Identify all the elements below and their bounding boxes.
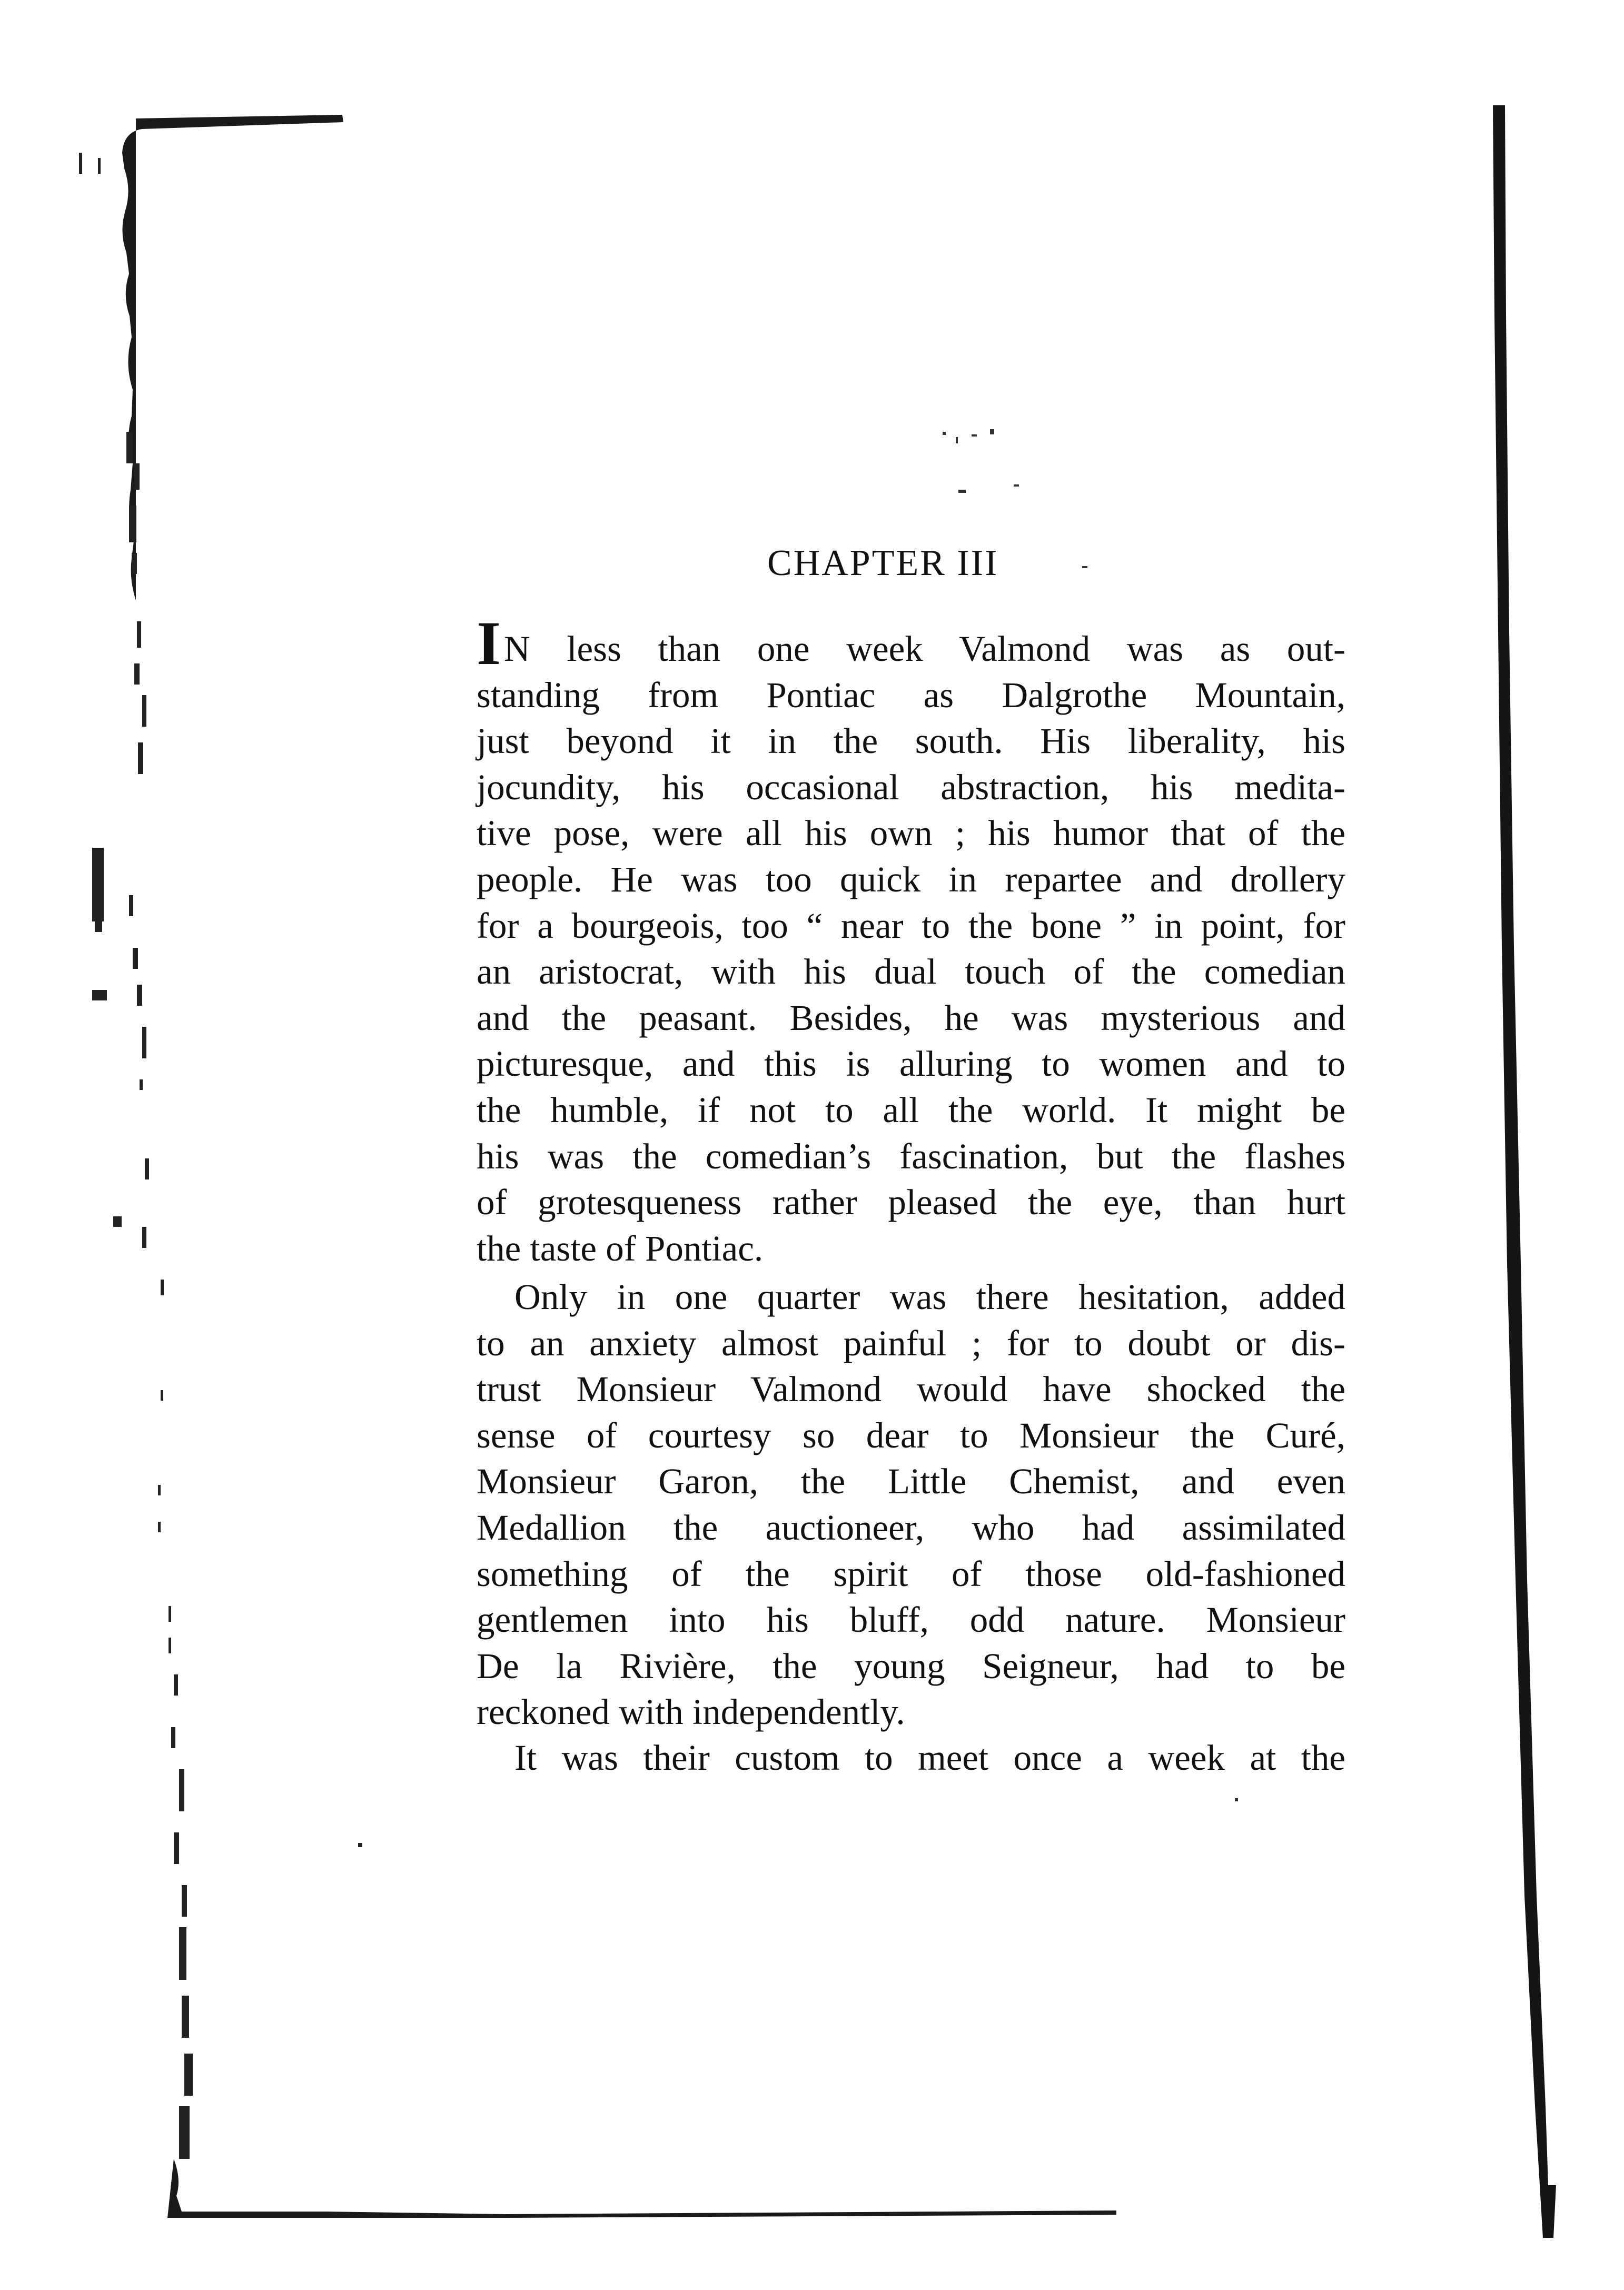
paragraph-1-line-12: his was the comedian’s fascination, but the flashes [477,1136,1345,1176]
paragraph-2-line-10: reckoned with independently. [477,1692,905,1732]
paragraph-1-line-1: IN less than one week Valmond was as out- [477,609,1345,678]
paragraph-1-line-5: tive pose, were all his own ; his humor that of the [477,813,1345,854]
paragraph-1-line-4: jocundity, his occasional abstraction, his medita- [477,767,1345,807]
paragraph-1-line-9: and the peasant. Besides, he was mysterious and [477,997,1345,1038]
paragraph-2-line-6: Medallion the auctioneer, who had assimilated [477,1507,1345,1548]
paragraph-3 [477,1735,1345,1781]
paragraph-2-line-5: Monsieur Garon, the Little Chemist, and even [477,1461,1345,1502]
drop-cap: I [477,609,501,678]
paragraph-1-line-8: an aristocrat, with his dual touch of the comedian [477,951,1345,992]
paragraph-2-line-3: trust Monsieur Valmond would have shocked the [477,1369,1345,1410]
paragraph-2-line-7: something of the spirit of those old-fashioned [477,1553,1345,1594]
paragraph-2-line-2: to an anxiety almost painful ; for to doubt or dis- [477,1323,1345,1363]
paragraph-1-line-14: the taste of Pontiac. [477,1228,764,1268]
paragraph-1-line-3: just beyond it in the south. His liberality, his [477,721,1345,761]
paragraph-2 [477,1274,1345,1736]
paragraph-1-line-10: picturesque, and this is alluring to women and to [477,1044,1345,1084]
paragraph-2-line-8: gentlemen into his bluff, odd nature. Monsieur [477,1600,1345,1640]
paragraph-1-line-6: people. He was too quick in repartee and drollery [477,859,1345,899]
paragraph-2-line-9: De la Rivière, the young Seigneur, had to be [477,1645,1345,1686]
paragraph-2-line-1: Only in one quarter was there hesitation, added [514,1277,1345,1317]
paragraph-3-line-1: It was their custom to meet once a week at the [514,1738,1345,1778]
paragraph-1-line-2: standing from Pontiac as Dalgrothe Mountain, [477,675,1345,715]
paragraph-1 [477,609,1345,1272]
paragraph-1-line-11: the humble, if not to all the world. It might be [477,1089,1345,1130]
paragraph-1-line-7: for a bourgeois, too “ near to the bone ” in point, for [477,905,1345,946]
paragraph-1-line-13: of grotesqueness rather pleased the eye, than hurt [477,1182,1345,1223]
left-margin-speckles [79,153,362,2159]
bottom-left-border-stroke [167,2159,1116,2218]
top-left-border-stroke [122,115,343,600]
right-border-bar [1493,105,1556,2238]
paragraph-2-line-4: sense of courtesy so dear to Monsieur the Curé, [477,1415,1345,1455]
chapter-heading: CHAPTER III [767,543,999,583]
